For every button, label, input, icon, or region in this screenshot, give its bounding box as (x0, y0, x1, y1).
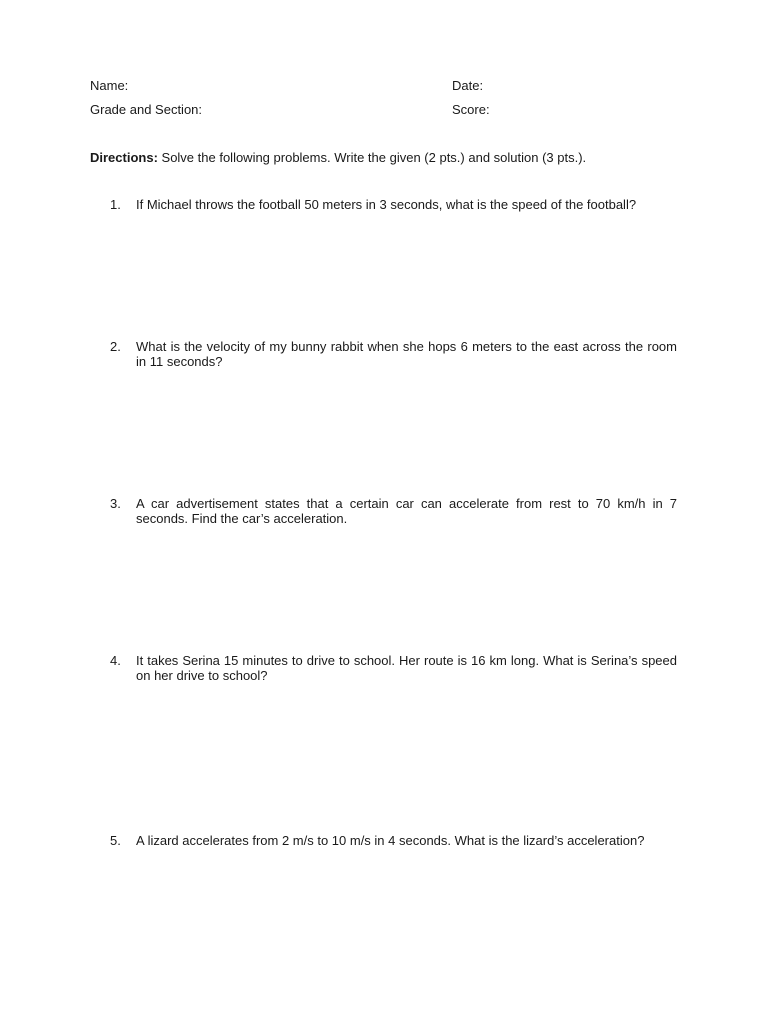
problem-item (110, 496, 677, 526)
problem-number: 3. (110, 496, 121, 511)
problem-text: A car advertisement states that a certain car can accelerate from rest to 70 km/h in 7 seconds. Find the car’s acceleration. (136, 496, 677, 526)
grade-section-label: Grade and Section: (90, 102, 203, 117)
problem-item (110, 833, 677, 848)
problem-number: 2. (110, 339, 121, 354)
date-label: Date: (452, 78, 484, 93)
problem-text: If Michael throws the football 50 meters in 3 seconds, what is the speed of the football? (136, 197, 637, 212)
problem-item (110, 653, 677, 683)
problem-number: 4. (110, 653, 121, 668)
directions-text: Solve the following problems. Write the given (2 pts.) and solution (3 pts.). (157, 150, 587, 165)
name-label: Name: (90, 78, 129, 93)
directions-label: Directions: (90, 150, 158, 165)
problem-item (110, 197, 677, 212)
directions (90, 150, 690, 165)
problem-number: 5. (110, 833, 121, 848)
problem-text: What is the velocity of my bunny rabbit when she hops 6 meters to the east across the room in 11 seconds? (136, 339, 677, 369)
problem-item (110, 339, 677, 369)
problem-text: A lizard accelerates from 2 m/s to 10 m/s in 4 seconds. What is the lizard’s acceleration? (136, 833, 645, 848)
score-label: Score: (452, 102, 490, 117)
problem-text: It takes Serina 15 minutes to drive to school. Her route is 16 km long. What is Serina’s speed on her drive to school? (136, 653, 677, 683)
problem-number: 1. (110, 197, 121, 212)
